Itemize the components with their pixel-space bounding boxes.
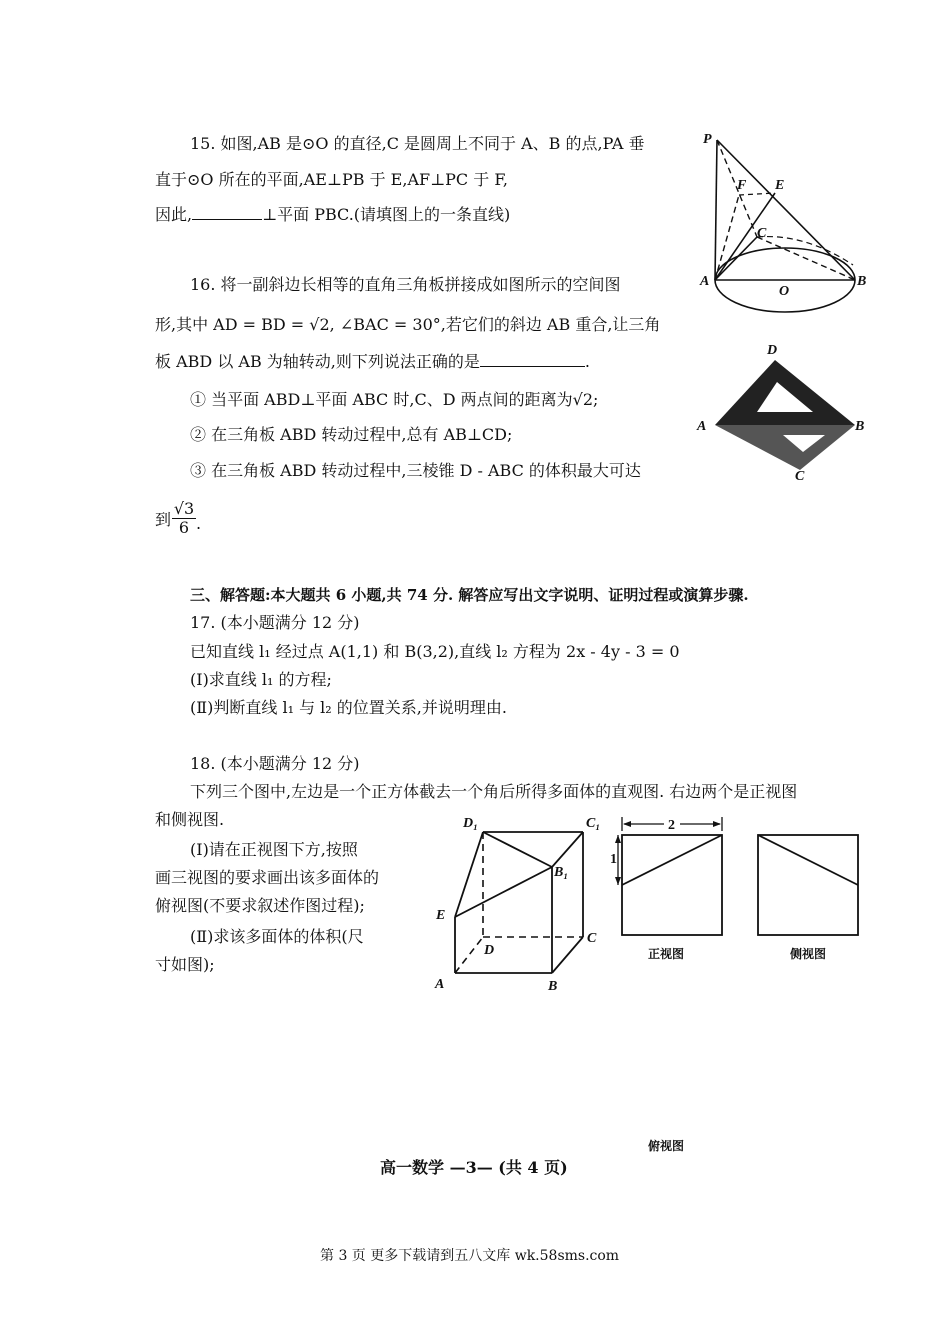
q16-line3: 板 ABD 以 AB 为轴转动,则下列说法正确的是 . bbox=[155, 352, 590, 371]
q18-label-C1: C₁ bbox=[586, 816, 601, 831]
q15-line3-suffix: ⊥平面 PBC.(请填图上的一条直线) bbox=[262, 205, 511, 224]
q16-frac-num: √3 bbox=[173, 499, 195, 518]
q15-figure bbox=[695, 125, 895, 325]
q15-label-C: C bbox=[757, 226, 767, 241]
q16-option2: ② 在三角板 ABD 转动过程中,总有 AB⊥CD; bbox=[190, 425, 513, 444]
q18-label-C: C bbox=[587, 931, 597, 946]
q18-label-A: A bbox=[435, 977, 445, 992]
q16-line3-text: 板 ABD 以 AB 为轴转动,则下列说法正确的是 bbox=[155, 352, 480, 371]
q18-dim-side-arrow-bottom bbox=[615, 877, 621, 885]
q16-frac-den: 6 bbox=[178, 518, 190, 537]
q18-top-caption: 俯视图 bbox=[648, 1139, 685, 1153]
q18-solid-figure bbox=[430, 810, 630, 1000]
section3-heading: 三、解答题:本大题共 6 小题,共 74 分. 解答应写出文字说明、证明过程或演算步骤. bbox=[190, 586, 749, 604]
q16-blank bbox=[480, 352, 585, 367]
q15-line1: 15. 如图,AB 是⊙O 的直径,C 是圆周上不同于 A、B 的点,PA 垂 bbox=[190, 134, 645, 153]
q18-label-D1: D₁ bbox=[463, 816, 478, 831]
q18-side-diagonal bbox=[758, 835, 858, 885]
watermark: 第 3 页 更多下载请到五八文库 wk.58sms.com bbox=[320, 1248, 620, 1264]
q16-figure bbox=[695, 340, 875, 484]
page-footer: 高一数学 —3— (共 4 页) bbox=[380, 1158, 568, 1177]
q18-hidden-A-D bbox=[455, 937, 483, 973]
q18-edge-D1-B1 bbox=[483, 832, 552, 867]
q18-edge-B-C bbox=[552, 937, 583, 973]
q18-part2-b: 寸如图); bbox=[155, 955, 215, 974]
q18-side-square bbox=[758, 835, 858, 935]
q18-dim-side-label: 1 bbox=[610, 852, 617, 867]
q18-edge-B1-C1 bbox=[552, 832, 583, 867]
q18-side-caption: 侧视图 bbox=[790, 947, 827, 961]
q15-label-O: O bbox=[779, 284, 790, 299]
q18-front-caption: 正视图 bbox=[648, 947, 685, 961]
q15-line-PA bbox=[715, 140, 717, 280]
q18-dim-top-label: 2 bbox=[668, 818, 675, 833]
q16-line1: 16. 将一副斜边长相等的直角三角板拼接成如图所示的空间图 bbox=[190, 275, 621, 294]
q18-line1: 下列三个图中,左边是一个正方体截去一个角后所得多面体的直观图. 右边两个是正视图 bbox=[190, 782, 798, 801]
q16-triangle-ABC bbox=[715, 425, 855, 470]
q17-part1: (Ⅰ)求直线 l₁ 的方程; bbox=[190, 670, 332, 689]
q16-period: . bbox=[196, 514, 202, 533]
q16-option3-end: 到 bbox=[155, 510, 172, 529]
q15-line3-prefix: 因此, bbox=[155, 205, 193, 224]
q16-label-C: C bbox=[795, 469, 805, 484]
q18-dim-top-arrow-right bbox=[713, 821, 721, 827]
q18-side-view bbox=[750, 825, 870, 955]
q18-part1-a: (Ⅰ)请在正视图下方,按照 bbox=[190, 840, 358, 859]
q18-label-D: D bbox=[484, 943, 495, 958]
q18-dim-top-arrow-left bbox=[623, 821, 631, 827]
q16-label-D: D bbox=[767, 343, 778, 358]
q18-part1-b: 画三视图的要求画出该多面体的 bbox=[155, 868, 380, 887]
q16-option1: ① 当平面 ABD⊥平面 ABC 时,C、D 两点间的距离为√2; bbox=[190, 390, 599, 409]
q17-line1: 已知直线 l₁ 经过点 A(1,1) 和 B(3,2),直线 l₂ 方程为 2x - 4y - 3 = 0 bbox=[190, 642, 680, 661]
q16-fraction bbox=[172, 500, 196, 537]
q18-label-B1: B₁ bbox=[554, 865, 569, 880]
q16-line2: 形,其中 AD = BD = √2, ∠BAC = 30°,若它们的斜边 AB 重合,让三角 bbox=[155, 315, 661, 334]
q18-label-B: B bbox=[548, 979, 558, 994]
q15-label-A: A bbox=[700, 274, 710, 289]
q15-label-P: P bbox=[703, 132, 712, 147]
q18-part2-a: (Ⅱ)求该多面体的体积(尺 bbox=[190, 927, 364, 946]
q18-title: 18. (本小题满分 12 分) bbox=[190, 754, 360, 773]
q18-part1-c: 俯视图(不要求叙述作图过程); bbox=[155, 896, 365, 915]
q18-dim-side-arrow-top bbox=[615, 835, 621, 843]
q17-title: 17. (本小题满分 12 分) bbox=[190, 613, 360, 632]
q18-front-view bbox=[612, 815, 732, 965]
q15-label-B: B bbox=[857, 274, 867, 289]
q15-line3 bbox=[155, 205, 510, 225]
q18-line2: 和侧视图. bbox=[155, 810, 225, 829]
q16-option3: ③ 在三角板 ABD 转动过程中,三棱锥 D - ABC 的体积最大可达 bbox=[190, 461, 641, 480]
q15-label-E: E bbox=[775, 178, 785, 193]
q16-label-B: B bbox=[855, 419, 865, 434]
q15-line-PB bbox=[717, 140, 855, 280]
q18-front-diagonal bbox=[622, 835, 722, 885]
q15-blank bbox=[192, 205, 262, 220]
q15-label-F: F bbox=[737, 178, 747, 193]
q15-circle-back-dash bbox=[757, 237, 853, 265]
q16-label-A: A bbox=[697, 419, 707, 434]
q15-line-CB bbox=[757, 237, 855, 280]
q18-front-square bbox=[622, 835, 722, 935]
q15-line2: 直于⊙O 所在的平面,AE⊥PB 于 E,AF⊥PC 于 F, bbox=[155, 170, 509, 189]
q18-label-E: E bbox=[436, 908, 446, 923]
q17-part2: (Ⅱ)判断直线 l₁ 与 l₂ 的位置关系,并说明理由. bbox=[190, 698, 507, 717]
